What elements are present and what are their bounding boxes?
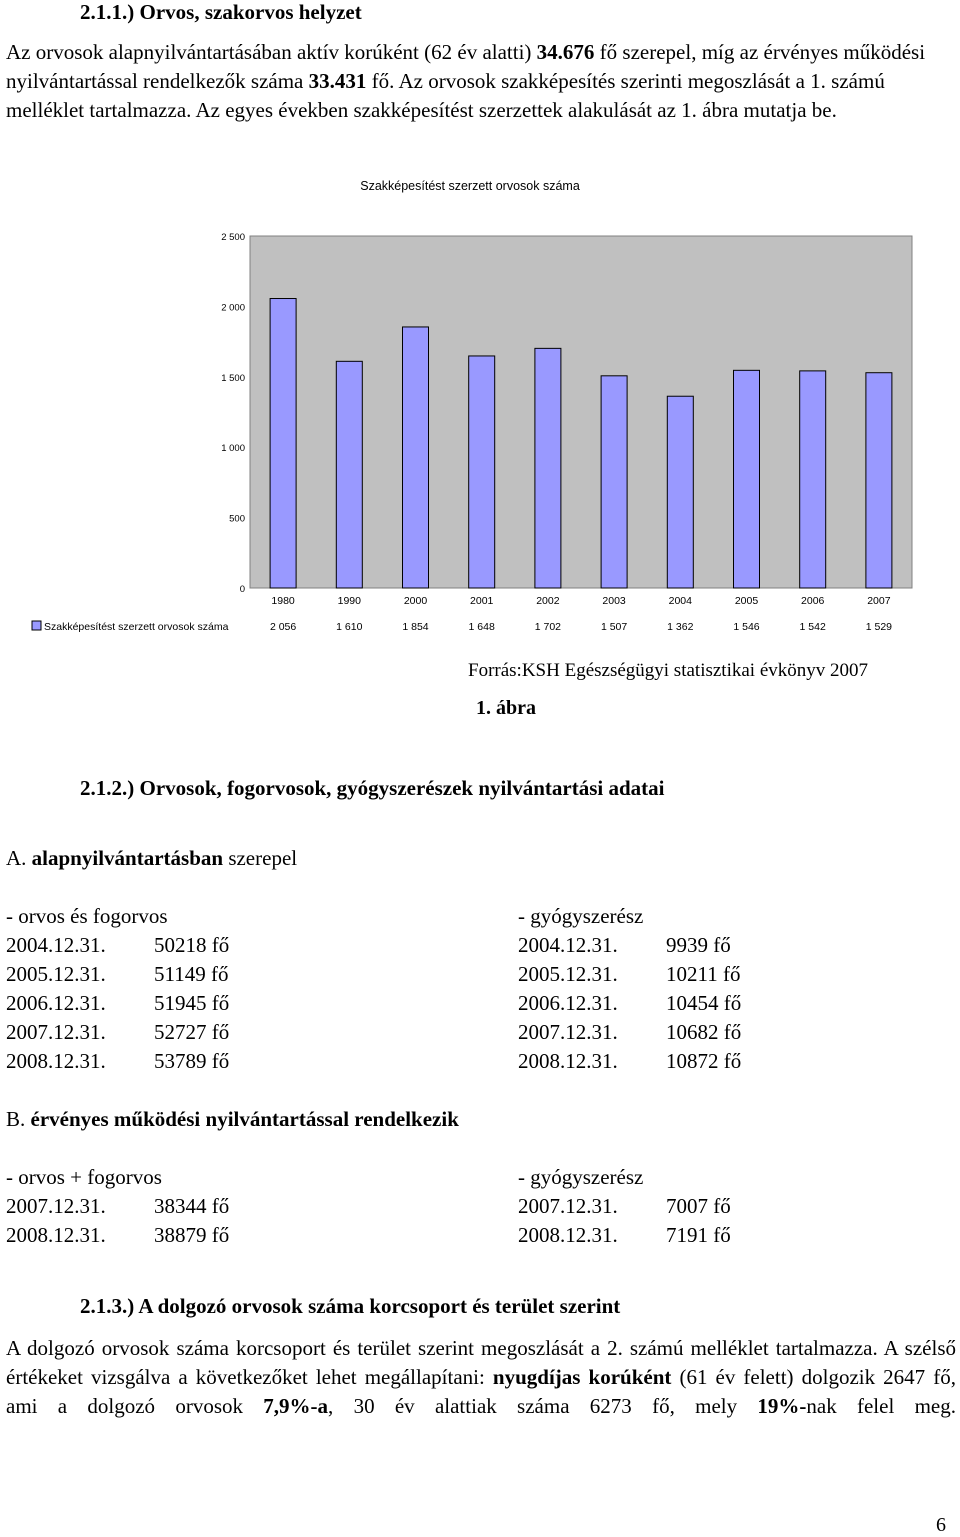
b-right-value: 7007 fő xyxy=(666,1194,731,1218)
data-label: 1 507 xyxy=(600,621,628,633)
y-tick-label: 500 xyxy=(229,513,245,525)
data-label: 1 542 xyxy=(799,621,826,633)
a-right-date: 2004.12.31. xyxy=(518,933,618,957)
a-left-value: 51945 fő xyxy=(154,991,230,1015)
y-tick-label: 2 000 xyxy=(221,302,245,314)
section-heading-2-1-2: 2.1.2.) Orvosok, fogorvosok, gyógyszerészek nyilvántartási adatai xyxy=(80,776,665,800)
bar xyxy=(403,327,429,588)
a-right-header: - gyógyszerész xyxy=(518,904,644,928)
a-right-date: 2007.12.31. xyxy=(518,1020,618,1044)
korcsoport-paragraph xyxy=(6,1334,956,1421)
x-tick-label: 1990 xyxy=(337,595,361,607)
bar-chart xyxy=(0,165,960,645)
intro-bold-count: 34.676 xyxy=(536,40,595,64)
korcsoport-text-1: A dolgozó orvosok száma korcsoport és terület szerint megoszlását a 2. számú melléklet tartalmazza. A szélső értékeket vizsgálva a következőket lehet megállapítani: xyxy=(6,1336,956,1389)
b-right-value: 7191 fő xyxy=(666,1223,731,1247)
a-left-value: 50218 fő xyxy=(154,933,230,957)
data-label: 1 546 xyxy=(733,621,760,633)
a-left-date: 2006.12.31. xyxy=(6,991,106,1015)
a-left-value: 51149 fő xyxy=(154,962,229,986)
y-tick-label: 1 000 xyxy=(221,443,245,455)
x-tick-label: 1980 xyxy=(271,595,295,607)
b-right-date: 2007.12.31. xyxy=(518,1194,618,1218)
a-left-date: 2007.12.31. xyxy=(6,1020,106,1044)
a-left-date: 2005.12.31. xyxy=(6,962,106,986)
b-right-header: - gyógyszerész xyxy=(518,1165,644,1189)
x-tick-label: 2003 xyxy=(602,595,626,607)
intro-text-2: fő szerepel, míg az érvényes működési nyilvántartással rendelkezők száma xyxy=(6,40,926,93)
x-tick-label: 2005 xyxy=(734,595,759,607)
b-left-date: 2008.12.31. xyxy=(6,1223,106,1247)
bar xyxy=(866,373,892,588)
figure-number: 1. ábra xyxy=(476,697,536,719)
x-tick-label: 2006 xyxy=(801,595,825,607)
subsection-b-title xyxy=(6,1107,956,1132)
b-left-header: - orvos + fogorvos xyxy=(6,1165,162,1189)
bar xyxy=(336,361,362,588)
data-label: 2 056 xyxy=(269,621,297,633)
a-right-date: 2005.12.31. xyxy=(518,962,618,986)
korcsoport-text-3: , 30 év alattiak száma 6273 fő, mely xyxy=(328,1394,758,1418)
bar xyxy=(800,371,826,588)
section-heading-2-1-3: 2.1.3.) A dolgozó orvosok száma korcsoport és terület szerint xyxy=(80,1294,621,1318)
x-tick-label: 2000 xyxy=(403,595,428,607)
data-label: 1 362 xyxy=(667,621,694,633)
a-left-header: - orvos és fogorvos xyxy=(6,904,168,928)
subsection-a-rest: szerepel xyxy=(223,846,298,870)
subsection-b-bold: érvényes működési nyilvántartással rendelkezik xyxy=(30,1107,459,1131)
subsection-a-bold: alapnyilvántartásban xyxy=(31,846,224,870)
y-tick-label: 0 xyxy=(239,584,245,595)
intro-text-1: Az orvosok alapnyilvántartásában aktív korúként (62 év alatti) xyxy=(6,40,537,64)
a-right-value: 10872 fő xyxy=(666,1049,742,1073)
subsection-a-title xyxy=(6,846,956,871)
b-right-date: 2008.12.31. xyxy=(518,1223,618,1247)
a-left-date: 2008.12.31. xyxy=(6,1049,106,1073)
bar xyxy=(469,356,495,588)
figure-source: Forrás:KSH Egészségügyi statisztikai évkönyv 2007 xyxy=(468,660,869,681)
chart-title: Szakképesítést szerzett orvosok száma xyxy=(360,179,580,193)
korcsoport-bold-1: nyugdíjas korúként xyxy=(492,1365,672,1389)
a-left-date: 2004.12.31. xyxy=(6,933,106,957)
data-label: 1 610 xyxy=(336,621,363,633)
intro-text-3: fő. Az orvosok szakképesítés szerinti megoszlását a 1. számú melléklet tartalmazza. Az egyes években szakképesítést szerzettek alakulását az 1. ábra mutatja be. xyxy=(6,69,885,122)
a-right-value: 10211 fő xyxy=(666,962,741,986)
b-left-value: 38344 fő xyxy=(154,1194,230,1218)
data-label: 1 529 xyxy=(865,621,893,633)
bar xyxy=(535,348,561,588)
data-label: 1 854 xyxy=(402,621,429,633)
korcsoport-bold-3: 19%- xyxy=(757,1394,807,1418)
a-right-date: 2008.12.31. xyxy=(518,1049,618,1073)
korcsoport-text-2: (61 év felett) dolgozik 2647 fő, ami a dolgozó orvosok xyxy=(6,1365,956,1418)
x-tick-label: 2007 xyxy=(867,595,891,607)
b-left-value: 38879 fő xyxy=(154,1223,230,1247)
legend-swatch xyxy=(32,621,41,630)
korcsoport-bold-2: 7,9%-a xyxy=(263,1394,329,1418)
bar xyxy=(601,376,627,588)
x-tick-label: 2004 xyxy=(668,595,692,607)
y-tick-label: 2 500 xyxy=(221,232,245,243)
a-right-date: 2006.12.31. xyxy=(518,991,618,1015)
intro-bold-valid: 33.431 xyxy=(308,69,367,93)
a-left-value: 52727 fő xyxy=(154,1020,230,1044)
a-right-value: 10454 fő xyxy=(666,991,742,1015)
a-right-value: 10682 fő xyxy=(666,1020,742,1044)
x-tick-label: 2001 xyxy=(470,595,494,607)
a-right-value: 9939 fő xyxy=(666,933,731,957)
page-number: 6 xyxy=(936,1514,946,1536)
korcsoport-text-4: nak felel meg. xyxy=(806,1394,956,1418)
bar xyxy=(667,396,693,588)
section-heading-2-1-1: 2.1.1.) Orvos, szakorvos helyzet xyxy=(80,0,362,24)
y-tick-label: 1 500 xyxy=(221,372,245,384)
a-left-value: 53789 fő xyxy=(154,1049,230,1073)
b-left-date: 2007.12.31. xyxy=(6,1194,106,1218)
legend-series-name: Szakképesítést szerzett orvosok száma xyxy=(44,621,229,633)
bar xyxy=(734,370,760,588)
data-label: 1 648 xyxy=(468,621,495,633)
data-label: 1 702 xyxy=(534,621,562,633)
intro-paragraph xyxy=(6,38,956,125)
subsection-a-letter: A. xyxy=(6,846,27,870)
x-tick-label: 2002 xyxy=(536,595,560,607)
subsection-b-letter: B. xyxy=(6,1107,26,1131)
bar xyxy=(270,299,296,588)
